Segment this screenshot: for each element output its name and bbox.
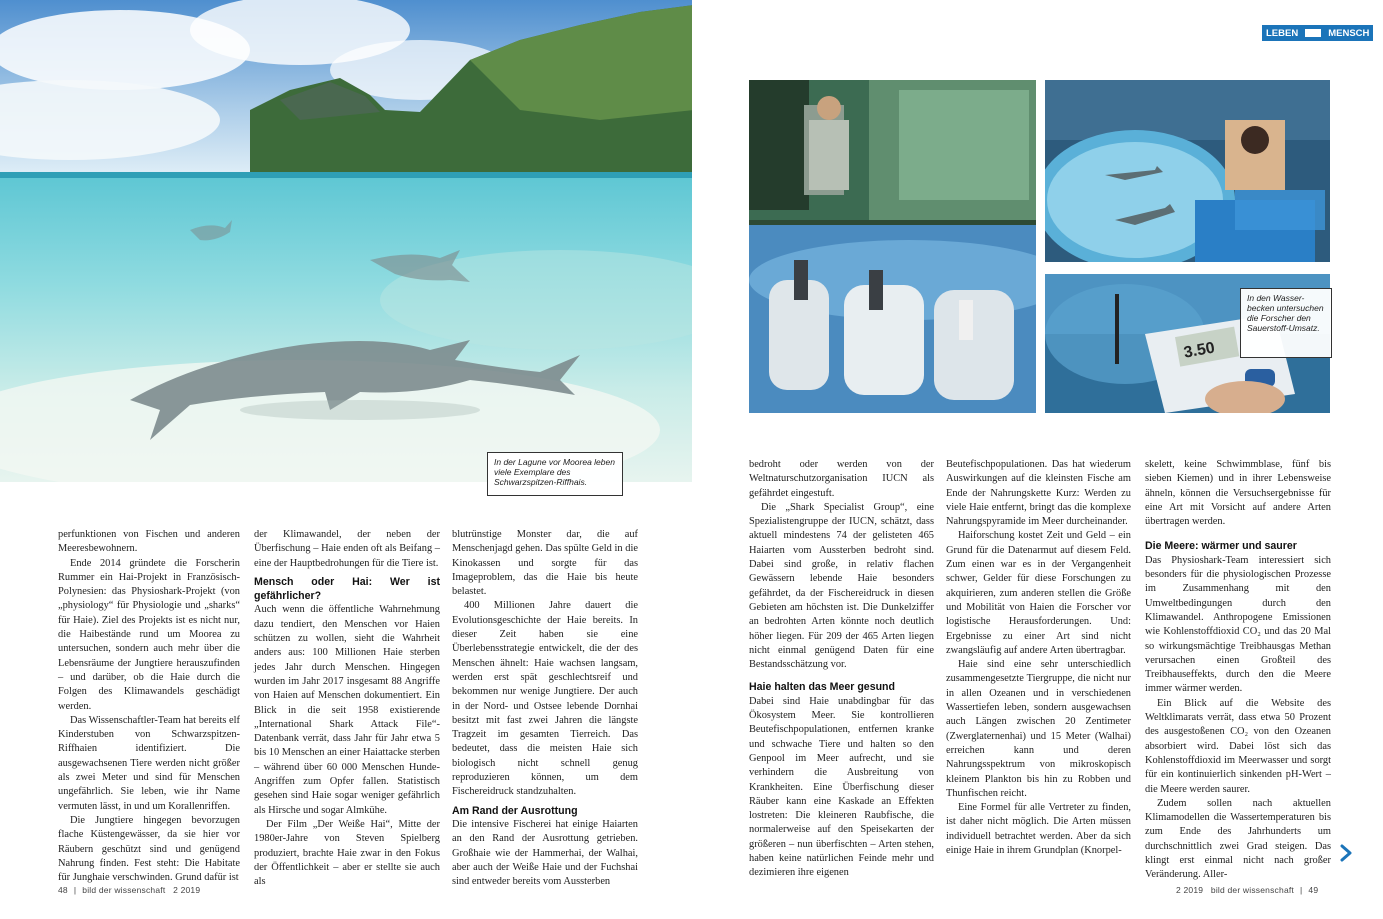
paragraph: Die „Shark Specialist Group“, eine Spezialistengruppe der IUCN, schätzt, dass aktuell mindestens 74 der gelisteten 465 Haiarten vom Aussterben bedroht sind. Dabei sind große, in relativ flachen Gewässern lebende Haie besonders gefährdet, da der Fischereidruck in diesen Gebieten am höchsten ist. Die Dunkelziffer an bedrohten Arten könnte noch deutlich höher liegen. Für 209 der 465 Arten liegen nicht einmal genügend Daten für eine Bestandsschätzung vor. — [749, 501, 934, 671]
paragraph: Zudem sollen nach aktuellen Klimamodellen die Wassertemperaturen bis zum Ende des Jahrhunderts um durchschnittlich zwei Grad steigen. Das klingt erst einmal nicht nach großer Veränderung. Aller- — [1145, 797, 1331, 881]
paragraph: Beutefischpopulationen. Das hat wiederum Auswirkungen auf die kleinsten Fische am Ende der Nahrungskette Kurz: Werden zu viele Haie entfernt, bringt das die komplexe Nahrungspyramide im Meer durcheinander. — [946, 459, 1131, 528]
paragraph: Die Jungtiere hingegen bevorzugen flache Küstengewässer, da sie hier vor Räubern geschützt sind und genügend Nahrung finden. Fest steht: Die Habitate für Junghaie verschwinden. Grund dafür ist — [58, 814, 240, 884]
subheading: Mensch oder Hai: Wer ist gefährlicher? — [254, 575, 440, 603]
paragraph: Ein Blick auf die Website des Weltklimarats verrät, dass etwa 50 Prozent des ausgestoßenen CO₂ von den Ozeanen absorbiert wird. Dabei löst sich das Kohlenstoffdioxid im Meerwasser und sorgt für ein kontinuierlich sinkenden pH-Wert – die Meere werden saurer. — [1145, 697, 1331, 795]
photo-researcher-tank — [749, 80, 1036, 413]
subheading: Die Meere: wärmer und saurer — [1145, 540, 1297, 553]
footer-left: 48 | bild der wissenschaft 2 2019 — [58, 885, 201, 895]
magazine-name: bild der wissenschaft — [82, 885, 166, 895]
text-column-3 — [452, 528, 638, 889]
text-column-5 — [946, 458, 1131, 858]
section-tag-right: MENSCH — [1324, 25, 1373, 41]
right-caption: In den Wasser-becken untersuchen die Forscher den Sauerstoff-Umsatz. — [1240, 288, 1332, 358]
paragraph: Das Physioshark-Team interessiert sich besonders für die physiologischen Prozesse im Zusammenhang mit den Umweltbedingungen durch den Klimawandel. Anthropogene Emissionen wie Kohlenstoffdioxid CO₂ und das 20 Mal so wirkungsmächtige Treibhausgas Methan verursachen einen Großteil des Treibhauseffekts, durch den die Meere immer wärmer werden. — [1145, 554, 1331, 695]
issue-number: 2 2019 — [173, 885, 201, 895]
text-column-1 — [58, 528, 240, 885]
paragraph: Auch wenn die öffentliche Wahrnehmung dazu tendiert, den Menschen vor Haien schützen zu wollen, sieht die Wahrheit anders aus: 100 Millionen Haie sterben jedes Jahr durch Menschen. Hingegen wurden im Jahr 2017 insgesamt 88 Angriffe von Haien auf Menschen dokumentiert. Ein Blick in die seit 1958 existierende „International Shark Attack File“-Datenbank verrät, dass Jahr für Jahr etwa 5 bis 10 Menschen an einer Haiattacke sterben – während über 60 000 Menschen Hunde-Angriffen zum Opfer fallen. Statistisch gesehen sind Haie sogar weniger gefährlich als Hirsche und sogar Almkühe. — [254, 604, 440, 816]
paragraph: bedroht oder werden von der Weltnaturschutzorganisation IUCN als gefährdet eingestuft. — [749, 459, 934, 499]
paragraph: Die intensive Fischerei hat einige Haiarten an den Rand der Ausrottung getrieben. Großhaie wie der Hammerhai, der Walhai, aber auch der Weiße Haie und der Fuchshai sind entweder bereits vom Aussterben — [452, 818, 638, 888]
paragraph: skelett, keine Schwimmblase, fünf bis sieben Kiemen) und in ihrer Lebensweise ähneln, können die Versuchsergebnisse für eine Art mit Vorsicht auf andere Arten übertragen werden. — [1145, 459, 1331, 528]
paragraph: Haie sind eine sehr unterschiedlich zusammengesetzte Tiergruppe, die nicht nur in allen Ozeanen und in verschiedenen Wassertiefen leben, sondern ausgewachsen auch Längen zwischen 20 Zentimeter (Zwerglaternenhai) und 15 Meter (Walhai) erreichen kann und deren Nahrungsspektrum von mikroskopisch kleinem Plankton bis hin zu Robben und Thunfischen reicht. — [946, 659, 1131, 799]
meter-display-reading: 3.50 — [1182, 339, 1217, 362]
hero-photo-reef-sharks — [0, 0, 694, 482]
paragraph: blutrünstige Monster dar, die auf Menschenjagd gehen. Das spülte Geld in die Kinokassen und sorgte für das Imageproblem, das die Haie bis heute belastet. — [452, 529, 638, 598]
paragraph: Dabei sind Haie unabdingbar für das Ökosystem Meer. Sie kontrollieren Beutefischpopulationen, entfernen kranke und schwache Tiere und halten so den Genpool im Meer aufrecht, und sie verhindern die Ausbreitung von Krankheiten. Eine Überfischung dieser Räuber kann eine Kaskade an Effekten lostreten: Die kleineren Raubfische, die normalerweise auf den Speisekarten der größeren – nun überfischten – Arten stehen, haben keine natürlichen Feinde mehr und dezimieren ihre eigenen — [749, 695, 934, 879]
section-tag-separator — [1302, 25, 1324, 41]
paragraph: Der Film „Der Weiße Hai“, Mitte der 1980er-Jahre von Steven Spielberg produziert, brachte Haie zwar in den Fokus der Öffentlichkeit – aber er stellte sie auch als — [254, 818, 440, 888]
paragraph: der Klimawandel, der neben der Überfischung – Haie enden oft als Beifang – eine der Hauptbedrohungen für die Tiere ist. — [254, 529, 440, 569]
paragraph: Das Wissenschaftler-Team hat bereits elf Kinderstuben von Schwarzspitzen-Riffhaien identifiziert. Die ausgewachsenen Tiere werden nicht größer als zwei Meter und sind für Menschen ungefährlich. Sie leben, wie ihr Name vermuten lässt, in und um Korallenriffen. — [58, 714, 240, 812]
hero-caption: In der Lagune vor Moorea leben viele Exemplare des Schwarzspitzen-Riffhais. — [487, 452, 623, 496]
subheading: Am Rand der Ausrottung — [452, 804, 578, 817]
footer-right: 2 2019 bild der wissenschaft | 49 — [1176, 885, 1319, 895]
photo-shark-tank — [1045, 80, 1330, 262]
page-number: 48 — [58, 885, 68, 895]
paragraph: Eine Formel für alle Vertreter zu finden, ist daher nicht möglich. Die Arten müssen individuell betrachtet werden. Aber da sich einige Haie in ihrem Grundplan (Knorpel- — [946, 802, 1131, 857]
paragraph: Haiforschung kostet Zeit und Geld – ein Grund für die Datenarmut auf diesem Feld. Zum einen war es in der Vergangenheit schwer, Gelder für diese Forschungen zu akquirieren, zum anderen stellen die Größe und Mobilität von Haien die Forscher vor logistische Herausforderungen. Und: Ergebnisse zu einer Art sind nicht zwangsläufig auf andere Arten übertragbar. — [946, 530, 1131, 656]
page-number: 49 — [1308, 885, 1319, 895]
paragraph: Ende 2014 gründete die Forscherin Rummer ein Hai-Projekt in Französisch-Polynesien: das Physioshark-Projekt (von „physiology“ für Physiologie und „sharks“ für Haie). Ziel des Projekts ist es nicht nur, die Haibestände rund um Moorea zu untersuchen, sondern auch mehr über die Lebensräume der Jungtiere herauszufinden – und darüber, ob die Haie durch die Folgen des Klimawandels geschädigt werden. — [58, 557, 240, 712]
magazine-name: bild der wissenschaft — [1210, 885, 1294, 895]
subheading: Haie halten das Meer gesund — [749, 681, 896, 694]
section-tag-left: LEBEN — [1262, 25, 1302, 41]
next-page-arrow-icon[interactable] — [1338, 844, 1354, 862]
paragraph: 400 Millionen Jahre dauert die Evolutionsgeschichte der Haie bereits. In dieser Zeit haben sie eine Überlebensstrategie entwickelt, die der des Menschen ähnelt: Haie wachsen langsam, werden erst spät geschlechtsreif und bekommen nur wenige Jungtiere. Der auch in der Nord- und Ostsee lebende Dornhai besitzt mit fast zwei Jahren die längste Tragzeit im gesamten Tierreich. Das bedeutet, dass die meisten Haie sich biologisch nicht schnell genug reproduzieren können, um dem Fischereidruck standzuhalten. — [452, 600, 638, 798]
text-column-2 — [254, 528, 440, 889]
text-column-4 — [749, 458, 934, 881]
text-column-6 — [1145, 458, 1331, 883]
paragraph: perfunktionen von Fischen und anderen Meeresbewohnern. — [58, 529, 240, 555]
issue-number: 2 2019 — [1176, 885, 1204, 895]
section-tag — [1262, 25, 1373, 41]
